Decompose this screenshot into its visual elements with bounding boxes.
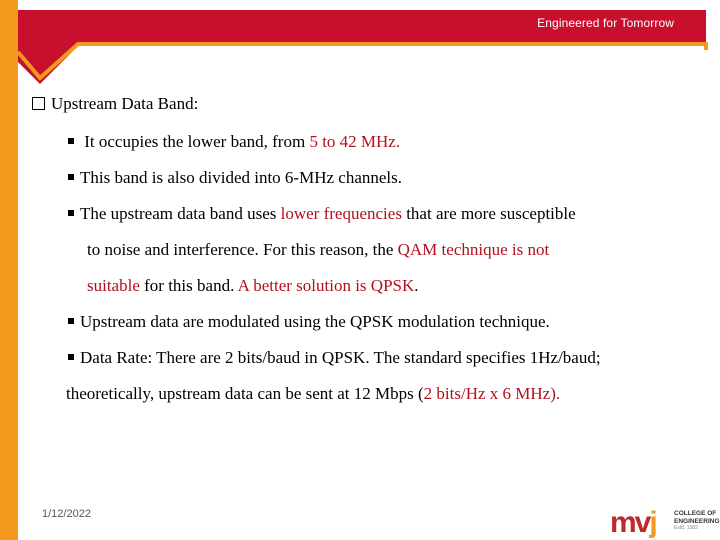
checkbox-bullet-icon: [32, 97, 45, 110]
header-banner: [0, 0, 720, 90]
line-4-part-1: QAM technique is not: [397, 240, 550, 259]
slide-date: 1/12/2022: [42, 508, 91, 520]
line-4-part-0: to noise and interference. For this reason, the: [87, 240, 398, 259]
bullet-line-4: [68, 312, 550, 332]
bullet-line-3: [68, 204, 576, 224]
line-5-part-1: for this band.: [139, 276, 238, 295]
line-2-part-0: This band is also divided into 6-MHz channels.: [80, 168, 403, 187]
bullet-line-5: [68, 348, 601, 368]
line-6-part-0: Upstream data are modulated using the QPSK modulation technique.: [80, 312, 550, 331]
square-bullet-icon: [68, 318, 74, 324]
header-orange-chevron: [18, 44, 706, 78]
line-1-part-1: 5 to 42 MHz.: [309, 132, 401, 151]
slide-heading: [32, 94, 198, 114]
square-bullet-icon: [68, 354, 74, 360]
bullet-line-3-cont-b: [87, 276, 419, 296]
logo-mark: mvj: [610, 506, 656, 539]
line-5-part-0: suitable: [87, 276, 140, 295]
bullet-line-5-cont: [66, 384, 560, 404]
bullet-line-2: [68, 168, 402, 188]
logo-line-1: COLLEGE OF: [674, 510, 717, 517]
line-7-part-0: Data Rate: There are 2 bits/baud in QPSK. The standard specifies 1Hz/baud;: [80, 348, 601, 367]
square-bullet-icon: [68, 138, 74, 144]
college-logo: [610, 504, 720, 540]
line-5-part-2: A better solution is QPSK: [237, 276, 415, 295]
square-bullet-icon: [68, 210, 74, 216]
bullet-line-3-cont-a: [87, 240, 549, 260]
logo-line-3: Estd. 1982: [674, 525, 698, 531]
bullet-line-1: [68, 132, 400, 152]
header-tagline: Engineered for Tomorrow: [537, 16, 674, 30]
logo-line-2: ENGINEERING: [674, 517, 720, 525]
line-8-part-0: theoretically, upstream data can be sent at 12 Mbps (: [66, 384, 424, 403]
logo-text: [674, 510, 720, 533]
line-8-part-1: 2 bits/Hz x 6 MHz).: [423, 384, 561, 403]
line-1-part-0: It occupies the lower band, from: [84, 132, 310, 151]
line-5-part-3: .: [414, 276, 419, 295]
square-bullet-icon: [68, 174, 74, 180]
heading-text: Upstream Data Band:: [51, 94, 199, 113]
line-3-part-0: The upstream data band uses: [80, 204, 281, 223]
line-3-part-1: lower frequencies: [280, 204, 402, 223]
line-3-part-2: that are more susceptible: [401, 204, 576, 223]
